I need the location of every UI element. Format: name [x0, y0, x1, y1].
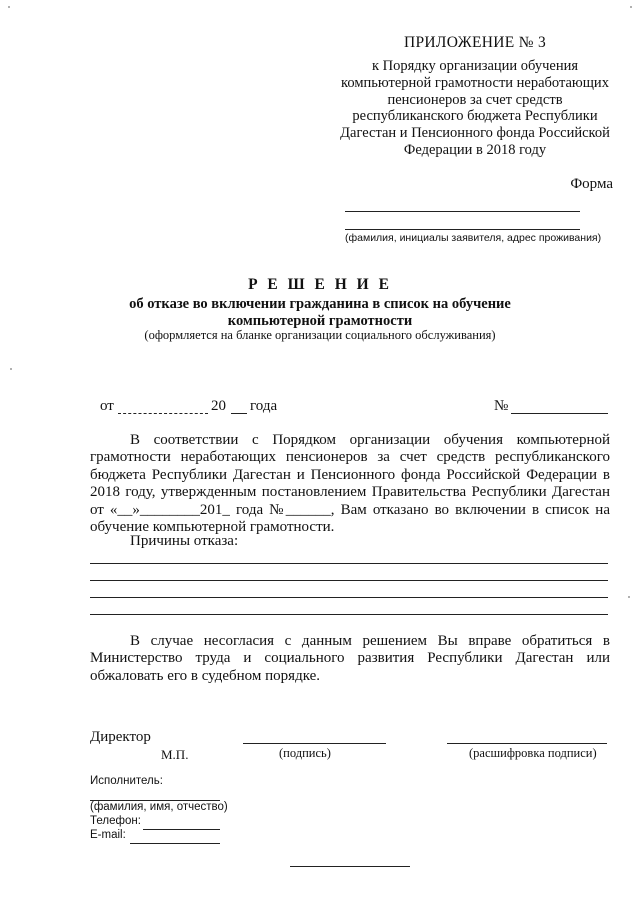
scan-speck	[8, 6, 10, 8]
decision-subtitle	[100, 296, 540, 329]
scan-speck	[10, 368, 12, 370]
decode-caption: (расшифровка подписи)	[469, 746, 597, 760]
executor-email-line	[130, 843, 220, 844]
scan-speck	[630, 6, 632, 8]
appendix-line: Дагестан и Пенсионного фонда Российской	[340, 125, 610, 142]
appendix-line: пенсионеров за счет средств	[387, 91, 563, 108]
date-year-word: года	[250, 398, 278, 414]
reasons-label: Причины отказа:	[130, 533, 239, 549]
body-paragraph-1: В соответствии с Порядком организации обучения компьютерной грамотности неработающих пенсионеров за счет средств республиканского бюджета Республики Дагестан и Пенсионного фонда Российской Федерации в 2018 году, утвержденным постановлением Правительства Республики Дагестан от «__»________201_ года №______, Вам отказано во включении в список на обучение компьютерной грамотности.	[90, 432, 610, 536]
applicant-line-1	[345, 211, 580, 212]
decision-subtitle-line: об отказе во включении гражданина в список на обучение	[129, 296, 511, 312]
executor-name-caption: (фамилия, имя, отчество)	[90, 801, 228, 813]
applicant-caption: (фамилия, инициалы заявителя, адрес проживания)	[345, 232, 602, 244]
applicant-line-2	[345, 229, 580, 230]
year-blank	[231, 413, 247, 414]
appendix-title: ПРИЛОЖЕНИЕ № 3	[403, 34, 547, 51]
decode-line	[447, 743, 607, 744]
appendix-line: компьютерной грамотности неработающих	[341, 74, 609, 91]
reason-line-1	[90, 563, 608, 564]
appendix-line: республиканского бюджета Республики	[352, 108, 598, 125]
date-from-label: от	[100, 398, 114, 414]
reason-line-4	[90, 614, 608, 615]
footer-line	[290, 866, 410, 867]
reason-line-2	[90, 580, 608, 581]
stamp-label: М.П.	[161, 747, 189, 762]
appendix-line: Федерации в 2018 году	[403, 141, 547, 158]
signature-caption: (подпись)	[279, 746, 331, 760]
decision-title: Р Е Ш Е Н И Е	[248, 276, 392, 293]
number-blank	[511, 413, 608, 414]
executor-phone-line	[143, 829, 220, 830]
scan-speck	[628, 596, 630, 598]
reason-line-3	[90, 597, 608, 598]
decision-subtitle-line: компьютерной грамотности	[227, 312, 413, 329]
executor-phone-label: Телефон:	[90, 815, 141, 827]
body-paragraph-2: В случае несогласия с данным решением Вы вправе обратиться в Министерство труда и социального развития Республики Дагестан или обжаловать его в судебном порядке.	[90, 633, 610, 684]
decision-note: (оформляется на бланке организации социального обслуживания)	[144, 328, 496, 342]
signature-line	[243, 743, 386, 744]
date-year-prefix: 20	[211, 398, 226, 414]
number-label: №	[494, 398, 509, 414]
form-label: Форма	[570, 176, 613, 192]
director-label: Директор	[90, 729, 151, 745]
executor-email-label: E-mail:	[90, 829, 126, 841]
appendix-reference	[325, 58, 625, 159]
executor-label: Исполнитель:	[90, 775, 163, 787]
date-blank	[118, 413, 208, 414]
appendix-line: к Порядку организации обучения	[371, 58, 579, 74]
